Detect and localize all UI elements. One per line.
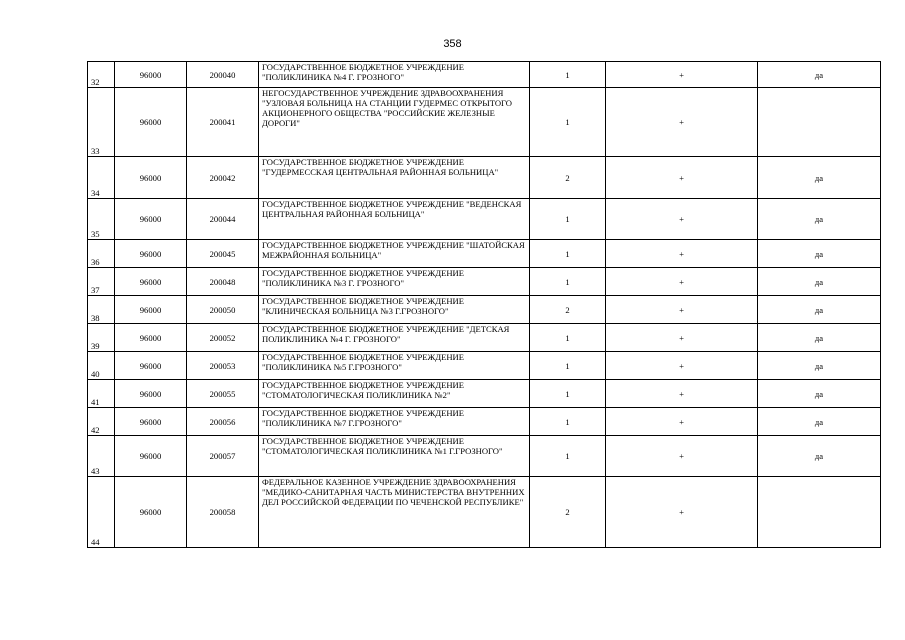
table-row (88, 380, 881, 408)
table-row (88, 240, 881, 268)
region-code: 96000 (115, 157, 187, 199)
region-code: 96000 (115, 436, 187, 477)
answer-cell: да (758, 436, 881, 477)
answer-cell (758, 88, 881, 157)
organization-id: 200052 (187, 324, 259, 352)
region-code: 96000 (115, 240, 187, 268)
region-code: 96000 (115, 199, 187, 240)
organization-name: ГОСУДАРСТВЕННОЕ БЮДЖЕТНОЕ УЧРЕЖДЕНИЕ "ПОЛИКЛИНИКА №7 Г.ГРОЗНОГО" (259, 408, 530, 436)
plus-mark: + (606, 352, 758, 380)
row-number: 36 (88, 240, 115, 268)
region-code: 96000 (115, 352, 187, 380)
organization-id: 200044 (187, 199, 259, 240)
organization-name: ГОСУДАРСТВЕННОЕ БЮДЖЕТНОЕ УЧРЕЖДЕНИЕ "ПОЛИКЛИНИКА №4 Г. ГРОЗНОГО" (259, 62, 530, 88)
row-number: 35 (88, 199, 115, 240)
region-code: 96000 (115, 324, 187, 352)
plus-mark: + (606, 240, 758, 268)
plus-mark: + (606, 88, 758, 157)
organization-name: ГОСУДАРСТВЕННОЕ БЮДЖЕТНОЕ УЧРЕЖДЕНИЕ "ВЕДЕНСКАЯ ЦЕНТРАЛЬНАЯ РАЙОННАЯ БОЛЬНИЦА" (259, 199, 530, 240)
answer-cell: да (758, 268, 881, 296)
answer-cell: да (758, 380, 881, 408)
organization-name: НЕГОСУДАРСТВЕННОЕ УЧРЕЖДЕНИЕ ЗДРАВООХРАНЕНИЯ "УЗЛОВАЯ БОЛЬНИЦА НА СТАНЦИИ ГУДЕРМЕС ОТКРЫТОГО АКЦИОНЕРНОГО ОБЩЕСТВА "РОССИЙСКИЕ ЖЕЛЕЗНЫЕ ДОРОГИ" (259, 88, 530, 157)
region-code: 96000 (115, 408, 187, 436)
table-row (88, 324, 881, 352)
answer-cell: да (758, 199, 881, 240)
organization-id: 200048 (187, 268, 259, 296)
answer-cell: да (758, 324, 881, 352)
row-number: 43 (88, 436, 115, 477)
plus-mark: + (606, 268, 758, 296)
table-row (88, 199, 881, 240)
plus-mark: + (606, 436, 758, 477)
organization-name: ФЕДЕРАЛЬНОЕ КАЗЕННОЕ УЧРЕЖДЕНИЕ ЗДРАВООХРАНЕНИЯ "МЕДИКО-САНИТАРНАЯ ЧАСТЬ МИНИСТЕРСТВА ВНУТРЕННИХ ДЕЛ РОССИЙСКОЙ ФЕДЕРАЦИИ ПО ЧЕЧЕНСКОЙ РЕСПУБЛИКЕ" (259, 477, 530, 548)
answer-cell: да (758, 296, 881, 324)
page-number: 358 (443, 38, 462, 50)
quantity-cell: 1 (530, 436, 606, 477)
table-row (88, 268, 881, 296)
quantity-cell: 2 (530, 477, 606, 548)
answer-cell: да (758, 408, 881, 436)
organization-name: ГОСУДАРСТВЕННОЕ БЮДЖЕТНОЕ УЧРЕЖДЕНИЕ "ШАТОЙСКАЯ МЕЖРАЙОННАЯ БОЛЬНИЦА" (259, 240, 530, 268)
organization-name: ГОСУДАРСТВЕННОЕ БЮДЖЕТНОЕ УЧРЕЖДЕНИЕ "ДЕТСКАЯ ПОЛИКЛИНИКА №4 Г. ГРОЗНОГО" (259, 324, 530, 352)
table-row (88, 62, 881, 88)
answer-cell: да (758, 157, 881, 199)
plus-mark: + (606, 477, 758, 548)
organization-id: 200058 (187, 477, 259, 548)
organization-id: 200057 (187, 436, 259, 477)
plus-mark: + (606, 199, 758, 240)
organization-id: 200045 (187, 240, 259, 268)
row-number: 44 (88, 477, 115, 548)
answer-cell (758, 477, 881, 548)
plus-mark: + (606, 157, 758, 199)
row-number: 37 (88, 268, 115, 296)
plus-mark: + (606, 62, 758, 88)
answer-cell: да (758, 352, 881, 380)
quantity-cell: 1 (530, 380, 606, 408)
quantity-cell: 1 (530, 268, 606, 296)
quantity-cell: 2 (530, 157, 606, 199)
quantity-cell: 1 (530, 240, 606, 268)
table-row (88, 352, 881, 380)
region-code: 96000 (115, 380, 187, 408)
table-row (88, 88, 881, 157)
region-code: 96000 (115, 62, 187, 88)
table-row (88, 157, 881, 199)
row-number: 42 (88, 408, 115, 436)
organization-id: 200050 (187, 296, 259, 324)
organizations-table (87, 61, 881, 548)
answer-cell: да (758, 62, 881, 88)
region-code: 96000 (115, 296, 187, 324)
region-code: 96000 (115, 88, 187, 157)
row-number: 38 (88, 296, 115, 324)
row-number: 39 (88, 324, 115, 352)
quantity-cell: 1 (530, 88, 606, 157)
organization-id: 200042 (187, 157, 259, 199)
region-code: 96000 (115, 477, 187, 548)
organization-name: ГОСУДАРСТВЕННОЕ БЮДЖЕТНОЕ УЧРЕЖДЕНИЕ "ПОЛИКЛИНИКА №5 Г.ГРОЗНОГО" (259, 352, 530, 380)
quantity-cell: 1 (530, 408, 606, 436)
organization-name: ГОСУДАРСТВЕННОЕ БЮДЖЕТНОЕ УЧРЕЖДЕНИЕ "ПОЛИКЛИНИКА №3 Г. ГРОЗНОГО" (259, 268, 530, 296)
row-number: 41 (88, 380, 115, 408)
table-row (88, 477, 881, 548)
organization-id: 200041 (187, 88, 259, 157)
organization-id: 200053 (187, 352, 259, 380)
table-row (88, 408, 881, 436)
row-number: 33 (88, 88, 115, 157)
plus-mark: + (606, 296, 758, 324)
quantity-cell: 1 (530, 352, 606, 380)
organization-name: ГОСУДАРСТВЕННОЕ БЮДЖЕТНОЕ УЧРЕЖДЕНИЕ "ГУДЕРМЕССКАЯ ЦЕНТРАЛЬНАЯ РАЙОННАЯ БОЛЬНИЦА" (259, 157, 530, 199)
table-row (88, 436, 881, 477)
row-number: 34 (88, 157, 115, 199)
organization-name: ГОСУДАРСТВЕННОЕ БЮДЖЕТНОЕ УЧРЕЖДЕНИЕ "СТОМАТОЛОГИЧЕСКАЯ ПОЛИКЛИНИКА №1 Г.ГРОЗНОГО" (259, 436, 530, 477)
table-row (88, 296, 881, 324)
row-number: 32 (88, 62, 115, 88)
organization-id: 200056 (187, 408, 259, 436)
organization-name: ГОСУДАРСТВЕННОЕ БЮДЖЕТНОЕ УЧРЕЖДЕНИЕ "КЛИНИЧЕСКАЯ БОЛЬНИЦА №3 Г.ГРОЗНОГО" (259, 296, 530, 324)
organization-id: 200055 (187, 380, 259, 408)
organization-id: 200040 (187, 62, 259, 88)
plus-mark: + (606, 324, 758, 352)
quantity-cell: 1 (530, 62, 606, 88)
plus-mark: + (606, 380, 758, 408)
organization-name: ГОСУДАРСТВЕННОЕ БЮДЖЕТНОЕ УЧРЕЖДЕНИЕ "СТОМАТОЛОГИЧЕСКАЯ ПОЛИКЛИНИКА №2" (259, 380, 530, 408)
row-number: 40 (88, 352, 115, 380)
table-body (88, 62, 881, 548)
quantity-cell: 2 (530, 296, 606, 324)
plus-mark: + (606, 408, 758, 436)
region-code: 96000 (115, 268, 187, 296)
quantity-cell: 1 (530, 199, 606, 240)
quantity-cell: 1 (530, 324, 606, 352)
answer-cell: да (758, 240, 881, 268)
